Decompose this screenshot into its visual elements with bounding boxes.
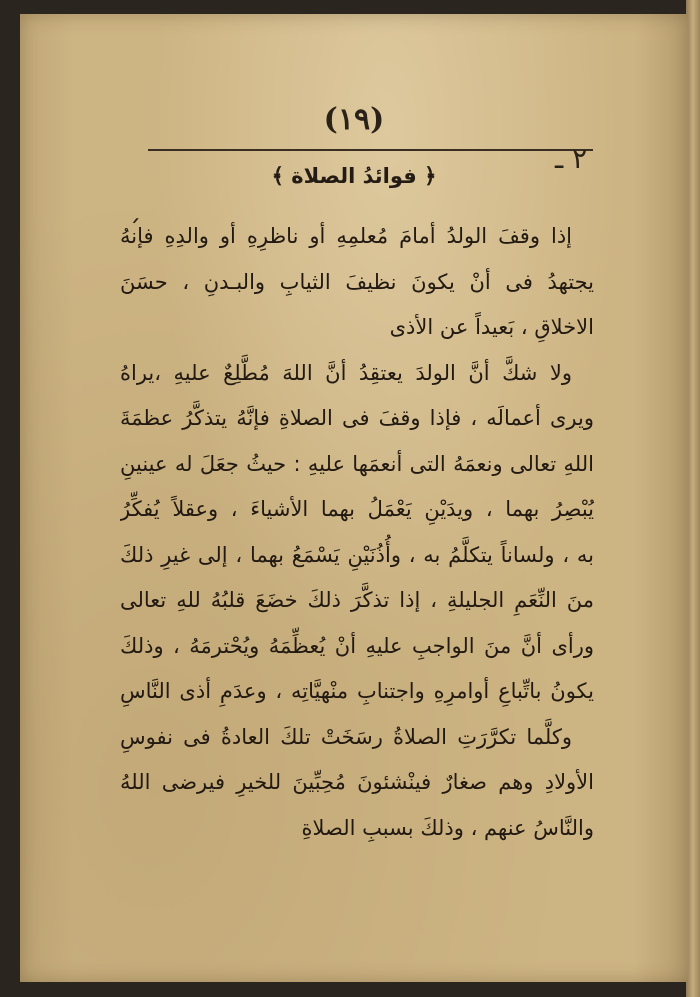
header-rule (148, 149, 593, 151)
text-line: والنَّاسُ عنهم ، وذلكَ بسببِ الصلاةِ (301, 815, 594, 840)
adjacent-page-edge (686, 0, 700, 997)
text-line: ولا شكَّ أنَّ الولدَ يعتقِدُ أنَّ اللهَ مُطَّلِعٌ عليهِ ،يراهُ (120, 360, 572, 385)
text-line: اللهِ تعالى ونعمَهُ التى أنعمَها عليهِ : حيثُ جعَلَ له عينينِ (120, 451, 594, 476)
book-page (20, 14, 688, 982)
text-line: وكلَّما تكرَّرَتِ الصلاةُ رسَخَتْ تلكَ العادةُ فى نفوسِ (120, 724, 572, 749)
text-line: ورأى أنَّ منَ الواجبِ عليهِ أنْ يُعظِّمَهُ ويُحْترمَهُ ، وذلكَ (120, 633, 594, 658)
section-heading: ﴿ فوائدُ الصلاة ﴾ (271, 164, 437, 188)
text-line: الأولادِ وهم صغارٌ فينْشئونَ مُحِبِّينَ للخيرِ فيرضى اللهُ (120, 770, 594, 794)
text-line: إذا وقفَ الولدُ أمامَ مُعلمِهِ أو ناظرِهِ أو والدِهِ فإنهُ (120, 224, 572, 248)
body-text (120, 214, 594, 851)
text-line: منَ النِّعَمِ الجليلةِ ، إذا تذكَّرَ ذلكَ خضَعَ قلبُهُ للهِ تعالى (120, 588, 594, 612)
text-line: يجتهدُ فى أنْ يكونَ نظيفَ الثيابِ والبـدنِ ، حسَنَ (120, 269, 594, 294)
text-line: الاخلاقِ ، بَعيداً عن الأذى (389, 315, 594, 339)
handwritten-margin-mark: ٢ ـ (555, 142, 588, 175)
text-line: يُبْصِرُ بهما ، ويدَيْنِ يَعْمَلُ بهما الأشياءَ ، وعقلاً يُفكِّرُ (120, 497, 594, 521)
text-line: ويرى أعمالَه ، فإذا وقفَ فى الصلاةِ فإنَّهُ يتذكَّرُ عظمَةَ (120, 406, 594, 430)
text-line: به ، ولساناً يتكلَّمُ به ، وأُذُنَيْنِ يَسْمَعُ بهما ، إلى غيرِ ذلكَ (120, 542, 594, 567)
text-line: يكونُ باتِّباعِ أوامرِهِ واجتنابِ منْهيَّاتِه ، وعدَمِ أذى النَّاسِ (120, 679, 594, 703)
handwritten-tick-mark: ˏ (128, 194, 141, 224)
page-number: (١٩) (323, 102, 385, 137)
